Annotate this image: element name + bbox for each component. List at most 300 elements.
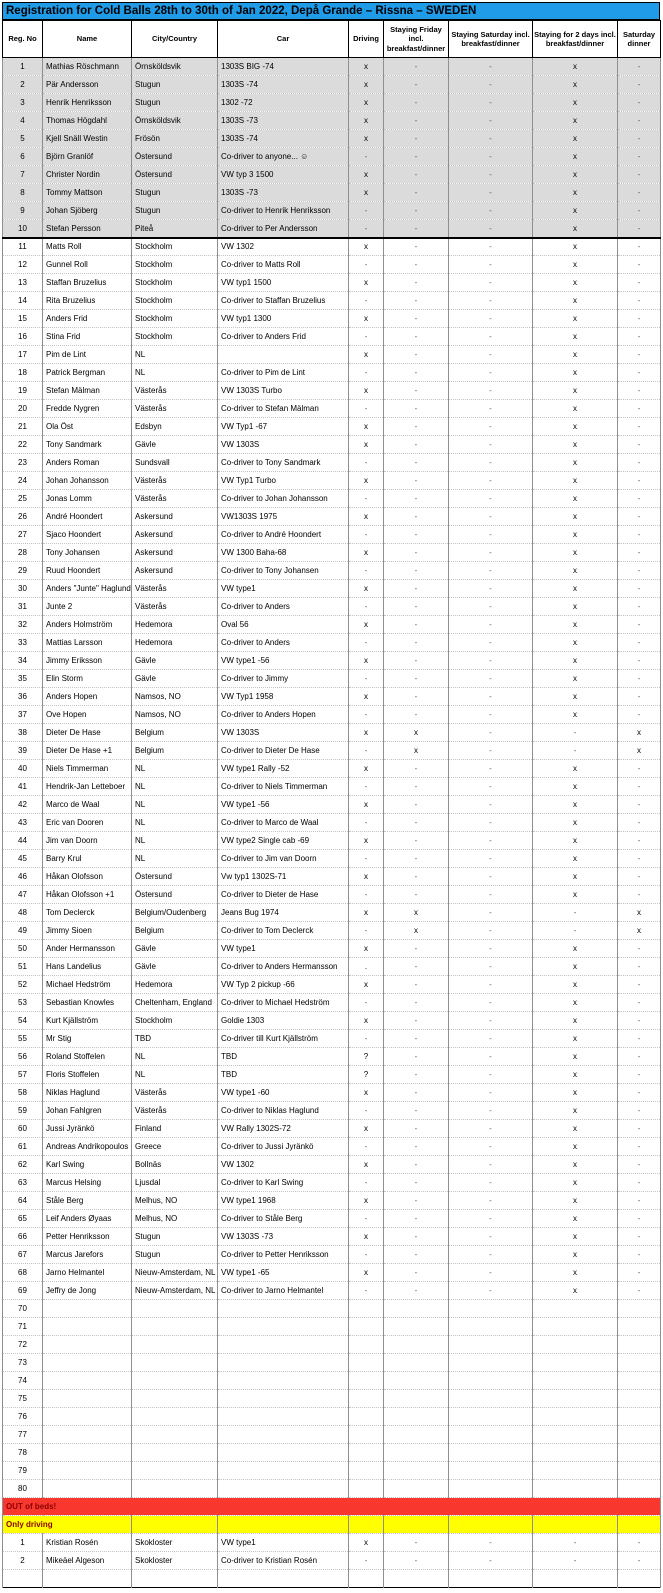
cell-driving: x <box>349 760 384 778</box>
cell-saturday: - <box>449 1156 533 1174</box>
cell-friday: - <box>384 58 449 76</box>
cell-car: Co-driver to Johan Johansson <box>218 490 349 508</box>
cell-no: 26 <box>3 508 43 526</box>
registration-row <box>3 706 661 724</box>
cell-satdinner: - <box>618 670 661 688</box>
cell-friday: - <box>384 202 449 220</box>
cell-no: 70 <box>3 1300 43 1318</box>
cell-twodays: x <box>533 1156 618 1174</box>
cell-name: Staffan Bruzelius <box>43 274 132 292</box>
cell-twodays: - <box>533 742 618 760</box>
cell-twodays: x <box>533 256 618 274</box>
cell-saturday: - <box>449 274 533 292</box>
cell-saturday: - <box>449 832 533 850</box>
only-driving-label: Only driving <box>3 1516 132 1534</box>
registration-row <box>3 1228 661 1246</box>
cell-name <box>43 1390 132 1408</box>
cell-car: VW type1 <box>218 1534 349 1552</box>
cell-friday: - <box>384 1084 449 1102</box>
cell-friday: - <box>384 148 449 166</box>
cell-no: 45 <box>3 850 43 868</box>
cell-car <box>218 1336 349 1354</box>
cell-friday: - <box>384 454 449 472</box>
cell-friday: - <box>384 1246 449 1264</box>
cell-driving <box>349 1372 384 1390</box>
cell-city: Västerås <box>132 1102 218 1120</box>
cell-no: 38 <box>3 724 43 742</box>
empty-row <box>3 1300 661 1318</box>
cell-city: Västerås <box>132 1084 218 1102</box>
cell-car: Co-driver to Niels Timmerman <box>218 778 349 796</box>
cell-car: 1303S -73 <box>218 184 349 202</box>
registration-row <box>3 346 661 364</box>
cell-name: Christer Nordin <box>43 166 132 184</box>
cell-name: Tony Sandmark <box>43 436 132 454</box>
cell-saturday: - <box>449 652 533 670</box>
cell-saturday: - <box>449 58 533 76</box>
cell-city: Nieuw-Amsterdam, NL <box>132 1282 218 1300</box>
cell-twodays <box>533 1336 618 1354</box>
cell-satdinner: - <box>618 544 661 562</box>
cell-friday: - <box>384 706 449 724</box>
cell-twodays: x <box>533 508 618 526</box>
cell-car: VW Typ1 -67 <box>218 418 349 436</box>
cell-saturday <box>449 1570 533 1588</box>
registration-row <box>3 580 661 598</box>
cell-saturday: - <box>449 778 533 796</box>
cell-saturday: - <box>449 1048 533 1066</box>
cell-twodays: x <box>533 1012 618 1030</box>
cell-driving: x <box>349 112 384 130</box>
cell-friday <box>384 1516 449 1534</box>
cell-friday: - <box>384 184 449 202</box>
cell-car <box>218 1426 349 1444</box>
cell-car: Goldie 1303 <box>218 1012 349 1030</box>
cell-driving: x <box>349 1264 384 1282</box>
cell-no: 44 <box>3 832 43 850</box>
cell-satdinner: x <box>618 742 661 760</box>
cell-no: 39 <box>3 742 43 760</box>
cell-twodays: x <box>533 796 618 814</box>
cell-saturday: - <box>449 76 533 94</box>
cell-friday: - <box>384 256 449 274</box>
out-of-beds-label: OUT of beds! <box>3 1498 661 1516</box>
cell-driving <box>349 1318 384 1336</box>
cell-saturday: - <box>449 292 533 310</box>
cell-city: Stockholm <box>132 1012 218 1030</box>
cell-saturday: - <box>449 742 533 760</box>
cell-car: Jeans Bug 1974 <box>218 904 349 922</box>
cell-no: 11 <box>3 238 43 256</box>
cell-friday: - <box>384 292 449 310</box>
cell-car: Co-driver to Ståle Berg <box>218 1210 349 1228</box>
cell-name: Mattias Larsson <box>43 634 132 652</box>
column-header-city: City/Country <box>132 21 218 58</box>
cell-twodays: x <box>533 868 618 886</box>
registration-row <box>3 562 661 580</box>
cell-city: Stockholm <box>132 256 218 274</box>
cell-driving: x <box>349 58 384 76</box>
cell-car: Co-driver to Dieter De Hase <box>218 742 349 760</box>
cell-saturday <box>449 1336 533 1354</box>
column-header-driving: Driving <box>349 21 384 58</box>
registration-row <box>3 778 661 796</box>
cell-name: Gunnel Roll <box>43 256 132 274</box>
registration-row <box>3 1246 661 1264</box>
cell-satdinner: x <box>618 724 661 742</box>
cell-name <box>43 1372 132 1390</box>
cell-driving: x <box>349 238 384 256</box>
cell-twodays: x <box>533 1174 618 1192</box>
cell-friday: - <box>384 634 449 652</box>
cell-twodays: x <box>533 400 618 418</box>
cell-car: Co-driver to Pim de Lint <box>218 364 349 382</box>
cell-name: Niels Timmerman <box>43 760 132 778</box>
registration-row <box>3 292 661 310</box>
registration-row <box>3 166 661 184</box>
cell-car: VW typ 3 1500 <box>218 166 349 184</box>
cell-friday: x <box>384 922 449 940</box>
cell-friday: - <box>384 850 449 868</box>
cell-no: 73 <box>3 1354 43 1372</box>
cell-car: VW typ1 1500 <box>218 274 349 292</box>
cell-city: Finland <box>132 1120 218 1138</box>
cell-no: 22 <box>3 436 43 454</box>
cell-driving: - <box>349 526 384 544</box>
registration-row <box>3 688 661 706</box>
cell-saturday: - <box>449 436 533 454</box>
cell-car: VW 1303S <box>218 436 349 454</box>
cell-saturday <box>449 1444 533 1462</box>
cell-satdinner: - <box>618 76 661 94</box>
empty-row <box>3 1390 661 1408</box>
cell-twodays: x <box>533 184 618 202</box>
cell-saturday: - <box>449 1192 533 1210</box>
table-body <box>3 58 661 1588</box>
cell-no: 79 <box>3 1462 43 1480</box>
cell-satdinner: - <box>618 1120 661 1138</box>
registration-row <box>3 1012 661 1030</box>
cell-driving: x <box>349 508 384 526</box>
cell-city: Gävle <box>132 958 218 976</box>
empty-row <box>3 1318 661 1336</box>
cell-saturday: - <box>449 1012 533 1030</box>
cell-twodays: x <box>533 1246 618 1264</box>
cell-friday: - <box>384 238 449 256</box>
cell-driving: - <box>349 454 384 472</box>
cell-satdinner: - <box>618 1552 661 1570</box>
cell-twodays: x <box>533 976 618 994</box>
cell-satdinner: - <box>618 1066 661 1084</box>
cell-car: Co-driver to Michael Hedström <box>218 994 349 1012</box>
cell-car: Co-driver to Niklas Haglund <box>218 1102 349 1120</box>
cell-driving: x <box>349 868 384 886</box>
registration-row <box>3 868 661 886</box>
registration-row <box>3 904 661 922</box>
cell-twodays: x <box>533 652 618 670</box>
cell-no: 42 <box>3 796 43 814</box>
cell-name <box>43 1354 132 1372</box>
cell-name: Hans Landelius <box>43 958 132 976</box>
cell-name: Ola Öst <box>43 418 132 436</box>
cell-saturday <box>449 1300 533 1318</box>
cell-driving: x <box>349 1120 384 1138</box>
cell-saturday <box>449 1372 533 1390</box>
cell-saturday: - <box>449 724 533 742</box>
cell-city: Stugun <box>132 1228 218 1246</box>
cell-friday: - <box>384 1228 449 1246</box>
cell-satdinner: x <box>618 904 661 922</box>
cell-friday: - <box>384 220 449 238</box>
cell-driving: x <box>349 166 384 184</box>
cell-no: 35 <box>3 670 43 688</box>
cell-car: Co-driver to Staffan Bruzelius <box>218 292 349 310</box>
cell-friday <box>384 1300 449 1318</box>
cell-name: Hendrik-Jan Letteboer <box>43 778 132 796</box>
cell-driving: x <box>349 274 384 292</box>
cell-driving: x <box>349 796 384 814</box>
cell-twodays: x <box>533 598 618 616</box>
cell-twodays <box>533 1372 618 1390</box>
cell-saturday: - <box>449 184 533 202</box>
cell-friday: - <box>384 166 449 184</box>
cell-driving: - <box>349 1282 384 1300</box>
cell-friday: - <box>384 1156 449 1174</box>
cell-friday <box>384 1318 449 1336</box>
cell-satdinner: - <box>618 634 661 652</box>
cell-name <box>43 1462 132 1480</box>
cell-city <box>132 1426 218 1444</box>
cell-city: Västerås <box>132 382 218 400</box>
cell-name <box>43 1300 132 1318</box>
cell-driving: - <box>349 598 384 616</box>
cell-no: 46 <box>3 868 43 886</box>
cell-saturday: - <box>449 508 533 526</box>
cell-driving <box>349 1480 384 1498</box>
cell-city: NL <box>132 364 218 382</box>
cell-no: 67 <box>3 1246 43 1264</box>
cell-name: Jimmy Eriksson <box>43 652 132 670</box>
cell-friday <box>384 1426 449 1444</box>
cell-no: 12 <box>3 256 43 274</box>
registration-row <box>3 742 661 760</box>
column-header-saturday: Staying Saturday incl. breakfast/dinner <box>449 21 533 58</box>
cell-friday: - <box>384 1210 449 1228</box>
cell-no: 52 <box>3 976 43 994</box>
cell-city <box>132 1336 218 1354</box>
cell-city <box>132 1354 218 1372</box>
cell-car: VW type1 Rally -52 <box>218 760 349 778</box>
cell-car: VW type1 1968 <box>218 1192 349 1210</box>
cell-friday: - <box>384 490 449 508</box>
cell-car: Co-driver till Kurt Kjällström <box>218 1030 349 1048</box>
cell-friday: - <box>384 1030 449 1048</box>
cell-car: Co-driver to Anders <box>218 598 349 616</box>
registration-row <box>3 724 661 742</box>
cell-no: 9 <box>3 202 43 220</box>
cell-satdinner: - <box>618 886 661 904</box>
registration-row <box>3 508 661 526</box>
cell-city: NL <box>132 760 218 778</box>
cell-city: Melhus, NO <box>132 1210 218 1228</box>
registration-row <box>3 1174 661 1192</box>
cell-satdinner: - <box>618 1174 661 1192</box>
registration-row <box>3 598 661 616</box>
cell-twodays: x <box>533 1210 618 1228</box>
cell-twodays: x <box>533 1102 618 1120</box>
cell-no: 69 <box>3 1282 43 1300</box>
cell-no: 2 <box>3 1552 43 1570</box>
cell-car: Co-driver to Anders Frid <box>218 328 349 346</box>
cell-city: NL <box>132 1066 218 1084</box>
cell-city <box>132 1300 218 1318</box>
cell-satdinner: - <box>618 436 661 454</box>
registration-row <box>3 202 661 220</box>
cell-saturday: - <box>449 760 533 778</box>
cell-name: Barry Krul <box>43 850 132 868</box>
cell-satdinner: - <box>618 688 661 706</box>
cell-name: Sebastian Knowles <box>43 994 132 1012</box>
cell-no: 1 <box>3 58 43 76</box>
cell-name: Thomas Högdahl <box>43 112 132 130</box>
cell-city: Frösön <box>132 130 218 148</box>
cell-satdinner: - <box>618 418 661 436</box>
cell-satdinner: - <box>618 1012 661 1030</box>
cell-saturday: - <box>449 598 533 616</box>
cell-no: 2 <box>3 76 43 94</box>
cell-friday: - <box>384 1174 449 1192</box>
empty-row <box>3 1444 661 1462</box>
cell-driving: x <box>349 976 384 994</box>
cell-friday: - <box>384 436 449 454</box>
cell-friday <box>384 1444 449 1462</box>
cell-car <box>218 1480 349 1498</box>
cell-twodays <box>533 1570 618 1588</box>
cell-satdinner <box>618 1318 661 1336</box>
cell-saturday: - <box>449 580 533 598</box>
cell-friday: - <box>384 1048 449 1066</box>
cell-name: Petter Henriksson <box>43 1228 132 1246</box>
cell-friday: x <box>384 904 449 922</box>
cell-satdinner: - <box>618 1228 661 1246</box>
cell-car <box>218 1390 349 1408</box>
cell-saturday: - <box>449 1120 533 1138</box>
cell-name: Björn Granlöf <box>43 148 132 166</box>
cell-no: 8 <box>3 184 43 202</box>
cell-friday <box>384 1354 449 1372</box>
cell-car: VW type1 -65 <box>218 1264 349 1282</box>
cell-saturday: - <box>449 544 533 562</box>
registration-row <box>3 976 661 994</box>
cell-city: Hedemora <box>132 616 218 634</box>
cell-saturday: - <box>449 148 533 166</box>
cell-satdinner: - <box>618 1084 661 1102</box>
cell-name: Stefan Mälman <box>43 382 132 400</box>
registration-row <box>3 94 661 112</box>
cell-twodays <box>533 1318 618 1336</box>
cell-no: 6 <box>3 148 43 166</box>
cell-driving: - <box>349 490 384 508</box>
cell-twodays: x <box>533 994 618 1012</box>
cell-no: 27 <box>3 526 43 544</box>
cell-twodays: x <box>533 328 618 346</box>
cell-car: VW 1300 Baha-68 <box>218 544 349 562</box>
cell-saturday: - <box>449 526 533 544</box>
cell-name: Tommy Mattson <box>43 184 132 202</box>
cell-friday <box>384 1390 449 1408</box>
cell-satdinner: - <box>618 616 661 634</box>
cell-friday: - <box>384 364 449 382</box>
cell-city: Stugun <box>132 76 218 94</box>
registration-row <box>3 364 661 382</box>
cell-car: VW 1303S <box>218 724 349 742</box>
cell-city: NL <box>132 832 218 850</box>
cell-friday: - <box>384 778 449 796</box>
cell-driving: - <box>349 562 384 580</box>
cell-name: Marcus Helsing <box>43 1174 132 1192</box>
cell-friday: - <box>384 328 449 346</box>
registration-row <box>3 130 661 148</box>
cell-name: Patrick Bergman <box>43 364 132 382</box>
cell-driving: . <box>349 958 384 976</box>
cell-name: Jimmy Sioen <box>43 922 132 940</box>
cell-saturday: - <box>449 1264 533 1282</box>
cell-name: André Hoondert <box>43 508 132 526</box>
cell-friday: - <box>384 562 449 580</box>
cell-saturday: - <box>449 130 533 148</box>
cell-car: Co-driver to Jussi Jyränkö <box>218 1138 349 1156</box>
cell-driving: - <box>349 400 384 418</box>
cell-name: Jarno Helmantel <box>43 1264 132 1282</box>
cell-city: Västerås <box>132 580 218 598</box>
cell-no: 21 <box>3 418 43 436</box>
cell-satdinner: - <box>618 760 661 778</box>
cell-city: Askersund <box>132 562 218 580</box>
cell-friday: - <box>384 1552 449 1570</box>
cell-driving: - <box>349 922 384 940</box>
cell-driving <box>349 1354 384 1372</box>
registration-row <box>3 184 661 202</box>
cell-driving: - <box>349 886 384 904</box>
registration-row <box>3 994 661 1012</box>
cell-city: Skokloster <box>132 1552 218 1570</box>
cell-friday: - <box>384 526 449 544</box>
cell-saturday: - <box>449 400 533 418</box>
cell-twodays: x <box>533 94 618 112</box>
cell-city: Östersund <box>132 868 218 886</box>
cell-no: 17 <box>3 346 43 364</box>
cell-driving: ? <box>349 1066 384 1084</box>
cell-name: Matts Roll <box>43 238 132 256</box>
cell-friday <box>384 1408 449 1426</box>
cell-name: Marcus Jarefors <box>43 1246 132 1264</box>
registration-row <box>3 238 661 256</box>
cell-friday <box>384 1372 449 1390</box>
cell-driving: - <box>349 364 384 382</box>
cell-friday: - <box>384 868 449 886</box>
cell-no: 60 <box>3 1120 43 1138</box>
cell-car <box>218 1444 349 1462</box>
cell-name: Anders "Junte" Haglund <box>43 580 132 598</box>
cell-no: 47 <box>3 886 43 904</box>
cell-satdinner: - <box>618 652 661 670</box>
cell-twodays: x <box>533 832 618 850</box>
cell-no: 41 <box>3 778 43 796</box>
registration-row <box>3 490 661 508</box>
cell-saturday: - <box>449 454 533 472</box>
cell-car: VW 1303S -73 <box>218 1228 349 1246</box>
cell-city: Piteå <box>132 220 218 238</box>
